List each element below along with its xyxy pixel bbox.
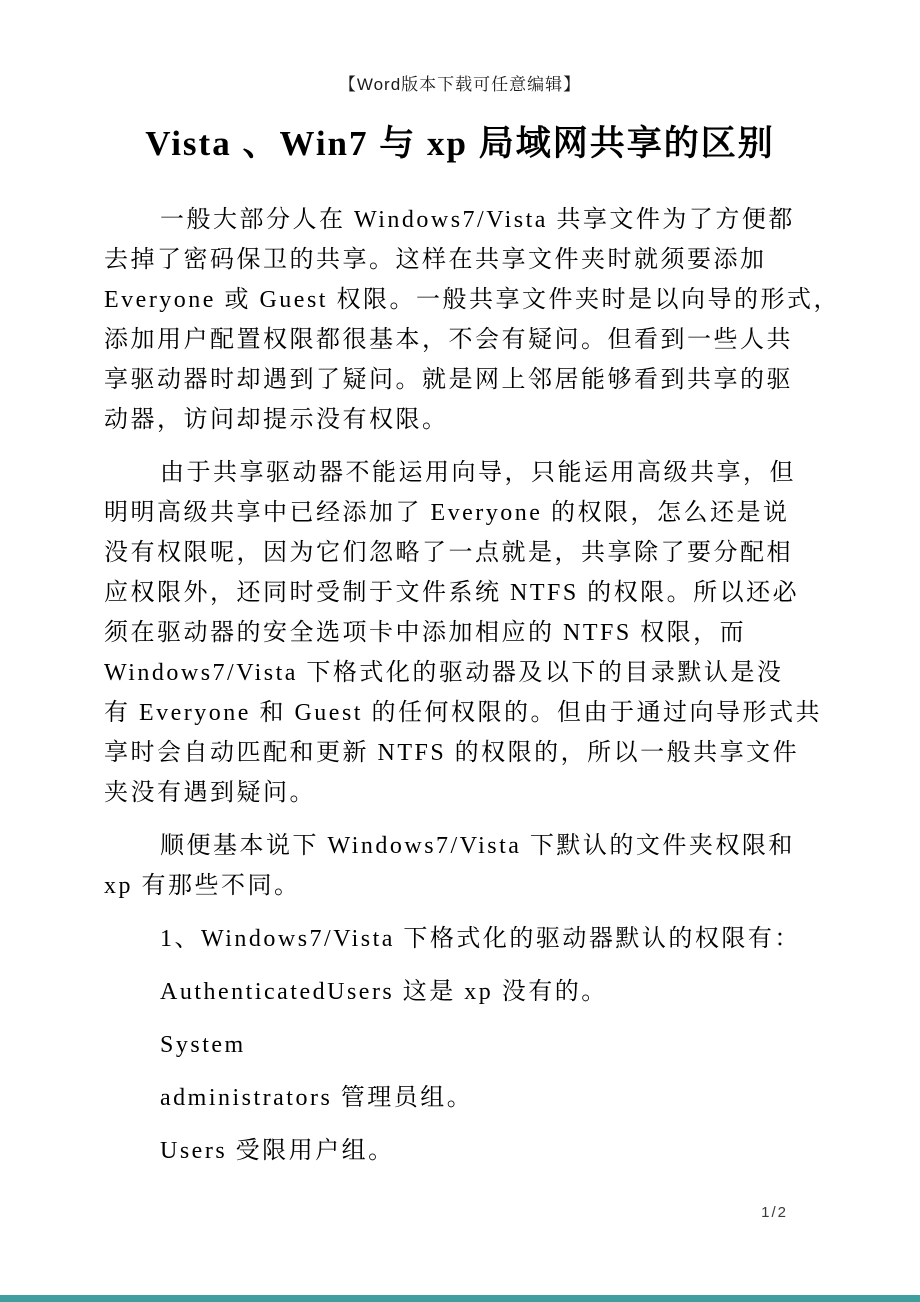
- paragraph-line: 应权限外，还同时受制于文件系统 NTFS 的权限。所以还必: [104, 580, 800, 606]
- paragraph: [104, 919, 818, 959]
- paragraph: [104, 453, 822, 813]
- paragraph-line: 享时会自动匹配和更新 NTFS 的权限的，所以一般共享文件: [104, 740, 800, 766]
- paragraph-line: 明明高级共享中已经添加了 Everyone 的权限，怎么还是说: [104, 500, 790, 526]
- paragraph-line: 由于共享驱动器不能运用向导，只能运用高级共享，但: [160, 460, 796, 486]
- paragraph-line: 去掉了密码保卫的共享。这样在共享文件夹时就须要添加: [104, 247, 767, 273]
- paragraph: [104, 1131, 818, 1171]
- paragraph-line: 有 Everyone 和 Guest 的任何权限的。但由于通过向导形式共: [104, 700, 822, 726]
- page-title: Vista 、Win7 与 xp 局域网共享的区别: [145, 124, 775, 163]
- paragraph-line: 夹没有遇到疑问。: [104, 780, 316, 806]
- header-note: 【Word版本下载可任意编辑】: [338, 75, 582, 94]
- page-number-indicator: 1/2: [761, 1204, 788, 1221]
- paragraph-line: 添加用户配置权限都很基本，不会有疑问。但看到一些人共: [104, 327, 793, 353]
- paragraph-line: 1、Windows7/Vista 下格式化的驱动器默认的权限有：: [160, 926, 801, 952]
- paragraph-line: 动器，访问却提示没有权限。: [104, 407, 449, 433]
- paragraph-line: 享驱动器时却遇到了疑问。就是网上邻居能够看到共享的驱: [104, 367, 793, 393]
- paragraph-line: Users 受限用户组。: [160, 1138, 395, 1164]
- paragraph-line: System: [160, 1032, 246, 1058]
- paragraph-line: administrators 管理员组。: [160, 1085, 474, 1111]
- paragraph: [104, 826, 818, 906]
- paragraph-line: 顺便基本说下 Windows7/Vista 下默认的文件夹权限和: [160, 833, 795, 859]
- paragraph: [104, 972, 818, 1012]
- paragraph-line: Windows7/Vista 下格式化的驱动器及以下的目录默认是没: [104, 660, 784, 686]
- paragraph: [104, 1025, 818, 1065]
- paragraph-line: 一般大部分人在 Windows7/Vista 共享文件为了方便都: [160, 207, 795, 233]
- paragraph-line: Everyone 或 Guest 权限。一般共享文件夹时是以向导的形式，: [104, 287, 840, 313]
- paragraph-line: xp 有那些不同。: [104, 873, 301, 899]
- paragraph-line: 须在驱动器的安全选项卡中添加相应的 NTFS 权限，而: [104, 620, 747, 646]
- paragraph-line: AuthenticatedUsers 这是 xp 没有的。: [160, 979, 608, 1005]
- document-body: [104, 200, 840, 1184]
- bottom-accent-bar: [0, 1295, 920, 1302]
- paragraph: [104, 1078, 818, 1118]
- paragraph-line: 没有权限呢，因为它们忽略了一点就是，共享除了要分配相: [104, 540, 793, 566]
- paragraph: [104, 200, 840, 440]
